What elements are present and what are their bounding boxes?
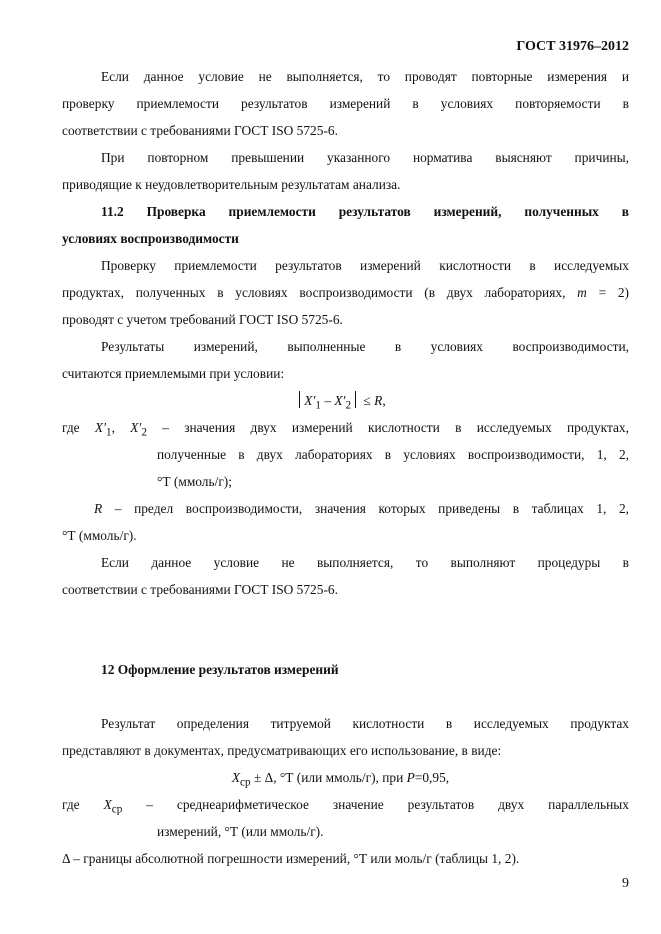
formula-text: =0,95, (414, 770, 450, 785)
var-p: P (406, 770, 415, 785)
text-part: продуктах, полученных в условиях воспроизводимости (в двух лабораториях, (62, 285, 566, 300)
where-line (62, 419, 629, 442)
acceptance-formula (10, 391, 661, 415)
paragraph-line: считаются приемлемыми при условии: (62, 366, 285, 381)
paragraph-line: проводят с учетом требований ГОСТ ISO 5725-6. (62, 312, 343, 327)
var-x: X (103, 797, 112, 812)
where-line: полученные в двух лабораториях в условиях воспроизводимости, 1, 2, (157, 447, 629, 462)
comma: , (111, 420, 115, 435)
var-x1: X′ (94, 420, 106, 435)
paragraph-line: представляют в документах, предусматривающих его использование, в виде: (62, 743, 502, 758)
abs-bar-left (299, 391, 300, 408)
var-x2: X′ (334, 393, 346, 408)
where-line: измерений, °Т (или ммоль/г). (157, 824, 324, 839)
where-line (62, 796, 629, 819)
definition-text: – предел воспроизводимости, значения которых приведены в таблицах 1, 2, (114, 501, 629, 516)
var-r: R (374, 393, 383, 408)
result-formula (10, 769, 661, 792)
where-line: Δ – границы абсолютной погрешности измерений, °Т или моль/г (таблицы 1, 2). (62, 851, 520, 866)
definition-text: – значения двух измерений кислотности в исследуемых продуктах, (162, 420, 629, 435)
sub-sr: ср (240, 776, 251, 789)
sub-1: 1 (315, 399, 321, 412)
paragraph-line: Проверку приемлемости результатов измерений кислотности в исследуемых (101, 258, 629, 273)
paragraph-line: Если данное условие не выполняется, то проводят повторные измерения и (101, 69, 629, 84)
minus: – (320, 393, 335, 408)
paragraph-line: Результаты измерений, выполненные в условиях воспроизводимости, (101, 339, 629, 354)
section-heading: условиях воспроизводимости (62, 231, 239, 246)
comma: , (382, 393, 386, 408)
var-x: X (231, 770, 241, 785)
paragraph-line: Если данное условие не выполняется, то выполняют процедуры в (101, 555, 629, 570)
variable-m: m (577, 285, 587, 300)
where-line: °Т (ммоль/г); (157, 474, 232, 489)
var-x1: X′ (304, 393, 316, 408)
section-heading: 11.2 Проверка приемлемости результатов измерений, полученных в (101, 204, 629, 219)
formula-text: ± Δ, °Т (или ммоль/г), при (250, 770, 407, 785)
where-line (94, 500, 629, 518)
leq: ≤ (363, 393, 371, 408)
paragraph-line (62, 284, 629, 302)
section-heading: 12 Оформление результатов измерений (101, 662, 339, 677)
paragraph-line: приводящие к неудовлетворительным результатам анализа. (62, 177, 401, 192)
text-part: = 2) (598, 285, 629, 300)
var-x2: X′ (130, 420, 142, 435)
gde-word: где (62, 797, 80, 812)
paragraph-line: соответствии с требованиями ГОСТ ISO 5725-6. (62, 123, 338, 138)
sub-2: 2 (141, 426, 147, 439)
sub-2: 2 (345, 399, 352, 412)
paragraph-line: Результат определения титруемой кислотности в исследуемых продуктах (101, 716, 629, 731)
abs-bar-right (355, 391, 356, 408)
gde-word: где (62, 420, 80, 435)
page-number: 9 (622, 876, 629, 891)
where-line: °Т (ммоль/г). (62, 528, 137, 543)
paragraph-line: проверку приемлемости результатов измерений в условиях повторяемости в (62, 96, 629, 111)
paragraph-line: соответствии с требованиями ГОСТ ISO 5725-6. (62, 582, 338, 597)
paragraph-line: При повторном превышении указанного норматива выясняют причины, (101, 150, 629, 165)
sub-1: 1 (106, 426, 112, 439)
definition-text: – среднеарифметическое значение результатов двух параллельных (146, 797, 629, 812)
document-code: ГОСТ 31976–2012 (516, 39, 629, 54)
var-r: R (94, 501, 103, 516)
sub-sr: ср (111, 803, 123, 816)
